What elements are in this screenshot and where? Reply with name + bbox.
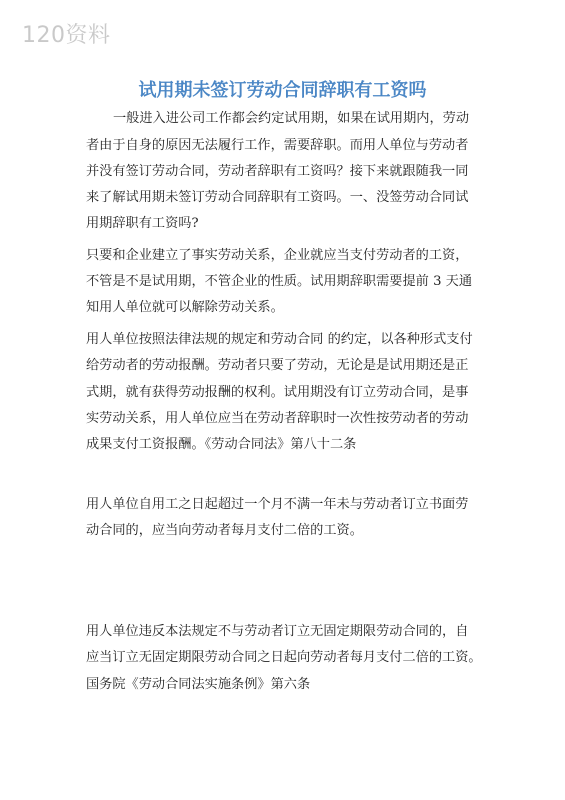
body-line: 一般进入进公司工作都会约定试用期，如果在试用期内，劳动: [113, 111, 470, 126]
body-line: 来了解试用期未签订劳动合同辞职有工资吗。一、没签劳动合同试: [86, 190, 469, 205]
body-line: 用人单位按照法律法规的规定和劳动合同 的约定，以各种形式支付: [86, 332, 473, 347]
body-line: 只要和企业建立了事实劳动关系，企业就应当支付劳动者的工资，: [86, 248, 469, 263]
body-line: 用人单位自用工之日起超过一个月不满一年未与劳动者订立书面劳: [86, 497, 469, 512]
body-line: 不管是不是试用期，不管企业的性质。试用期辞职需要提前 3 天通: [86, 274, 473, 289]
body-line: 知用人单位就可以解除劳动关系。: [86, 300, 284, 315]
body-line: 式期，就有获得劳动报酬的权利。试用期没有订立劳动合同，是事: [86, 385, 469, 400]
body-line: 用人单位违反本法规定不与劳动者订立无固定期限劳动合同的，自: [86, 624, 469, 639]
body-line: 者由于自身的原因无法履行工作，需要辞职。而用人单位与劳动者: [86, 138, 469, 153]
body-line: 给劳动者的劳动报酬。劳动者只要了劳动，无论是是试用期还是正: [86, 358, 469, 373]
body-line: 应当订立无固定期限劳动合同之日起向劳动者每月支付二倍的工资。: [86, 650, 482, 665]
body-line: 成果支付工资报酬。《劳动合同法》第八十二条: [86, 437, 357, 452]
body-line: 实劳动关系，用人单位应当在劳动者辞职时一次性按劳动者的劳动: [86, 411, 469, 426]
body-line: 国务院《劳动合同法实施条例》第六条: [86, 677, 311, 692]
body-line: 用期辞职有工资吗?: [86, 216, 199, 231]
body-line: 并没有签订劳动合同，劳动者辞职有工资吗？接下来就跟随我一同: [86, 164, 469, 179]
body-line: 动合同的，应当向劳动者每月支付二倍的工资。: [86, 523, 363, 538]
watermark: 120资料: [22, 23, 111, 48]
document-title: 试用期未签订劳动合同辞职有工资吗: [138, 80, 427, 101]
